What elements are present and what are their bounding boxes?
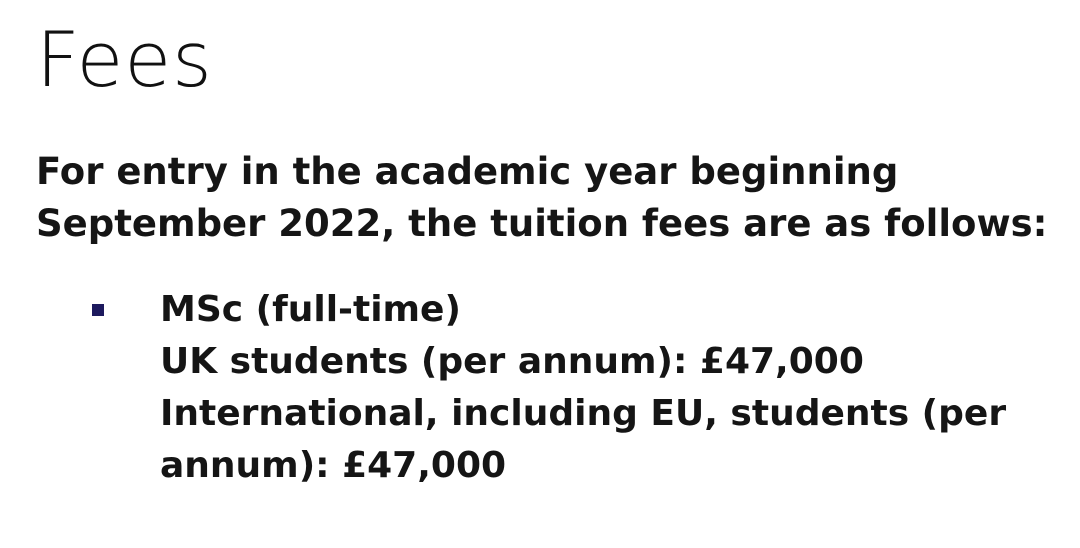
square-bullet-icon: [92, 304, 104, 316]
intro-text: For entry in the academic year beginning September 2022, the tuition fees are as follows:: [36, 150, 1048, 245]
international-fee-line: International, including EU, students (per: [160, 393, 1007, 434]
fee-list: [0, 284, 1060, 492]
uk-fee-line: UK students (per annum): £47,000: [160, 341, 864, 382]
page-title: Fees: [36, 15, 213, 104]
list-item: [0, 284, 1060, 492]
international-fee-line-continued: annum): £47,000: [160, 445, 507, 486]
programme-title: MSc (full-time): [160, 289, 461, 330]
